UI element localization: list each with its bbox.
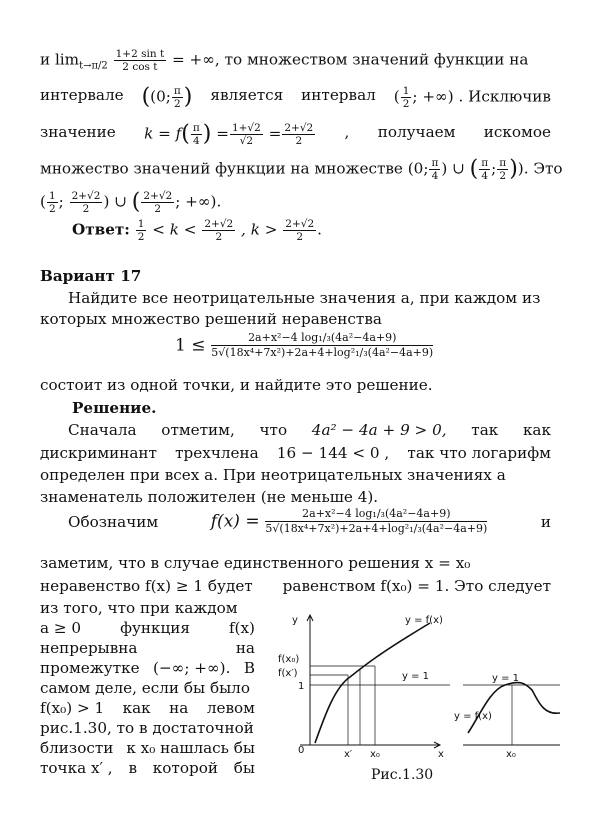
col-line: f(x₀) > 1 как на левом — [40, 699, 255, 717]
label-one: 1 — [298, 681, 305, 692]
solution-line-1: Сначала отметим, что 4a² − 4a + 9 > 0, так как — [68, 421, 551, 439]
label-fx0: f(x₀) — [278, 654, 300, 665]
label-x: x — [438, 749, 444, 760]
label-zero: 0 — [298, 745, 305, 756]
solution-line-7: неравенство f(x) ≥ 1 будет равенством f(x₀) = 1. Это следует — [40, 577, 551, 595]
label-yf: y = f(x) — [405, 615, 443, 626]
label-right-y1: y = 1 — [492, 673, 520, 684]
col-line: точка x′ , в которой бы — [40, 759, 255, 777]
solution-line-4: знаменатель положителен (не меньше 4). — [40, 488, 379, 506]
col-line: рис.1.30, то в достаточной — [40, 719, 254, 737]
answer-line: Ответ: $\frac{1}{2}$ < k < $\frac{2+√2}{2}$ , k > $\frac{2+√2}{2}$ . — [72, 218, 322, 243]
problem-line-1: Найдите все неотрицательные значения a, при каждом из — [68, 289, 541, 307]
label-x0: x₀ — [370, 749, 380, 760]
text-line-4: множество значений функции на множестве (0; $\frac{\pi}{4}$ ) ∪ ( $\frac{\pi}{4}$ ; $\frac{\pi}{2}$ )). Это — [40, 156, 563, 182]
label-right-x0: x₀ — [506, 749, 516, 760]
right-curve — [468, 683, 560, 733]
main-inequality: 1 ≤ $\frac{\text{2a+x²−4 log₁/₃(4a²−4a+9)}}{\text{5√(18x⁴+7x²)+2a+4+log²₁/₃(4a²−4a+9)}}$ — [175, 331, 434, 359]
text-line-5: ( $\frac{1}{2}$ ; $\frac{2+√2}{2}$ ) ∪ ( $\frac{2+√2}{2}$ ; +∞). — [40, 189, 222, 215]
text-line-2: интервале ((0; $\frac{\pi}{2}$ ) является интервал ( $\frac{1}{2}$ ; +∞) . Исключив — [40, 84, 551, 110]
label-y: y — [292, 615, 298, 626]
text-line-3: значение k = f( $\frac{\pi}{4}$ ) = $\frac{1+√2}{√2}$ = $\frac{2+√2}{2}$ , получаем искомое — [40, 121, 551, 147]
function-definition: Обозначим f(x) = $\frac{\text{2a+x²−4 log₁/₃(4a²−4a+9)}}{\text{5√(18x⁴+7x²)+2a+4+log²₁/₃(4a²−4a+9)}}$ и — [68, 507, 551, 535]
label-right-yf: y = f(x) — [454, 711, 492, 722]
col-line: близости к x₀ нашлась бы — [40, 739, 255, 757]
label-fxp: f(x′) — [278, 668, 298, 679]
left-column — [40, 598, 255, 778]
answer-label: Ответ: — [72, 220, 130, 239]
solution-heading: Решение. — [72, 399, 157, 417]
col-line: a ≥ 0 функция f(x) — [40, 619, 255, 637]
solution-line-3: определен при всех a. При неотрицательных значениях a — [40, 466, 506, 484]
text-line-1: и $\lim_{t\to\pi/2}$ $\frac{\text{1+2 sin t}}{\text{2 cos t}}$ = +∞, то множеством значений функции на — [40, 48, 529, 73]
col-line: промежутке (−∞; +∞). В — [40, 659, 255, 677]
col-line: непрерывна на — [40, 639, 255, 657]
figure-1-30 — [270, 605, 560, 785]
label-xp: x′ — [344, 749, 353, 760]
col-line: из того, что при каждом — [40, 599, 238, 617]
variant-heading: Вариант 17 — [40, 267, 142, 285]
solution-line-6: заметим, что в случае единственного решения x = x₀ — [40, 554, 471, 572]
solution-line-2: дискриминант трехчлена 16 − 144 < 0 , так что логарифм — [40, 444, 551, 462]
label-y1: y = 1 — [402, 671, 430, 682]
curve-f — [315, 623, 430, 743]
figure-caption: Рис.1.30 — [371, 767, 434, 783]
col-line: самом деле, если бы было — [40, 679, 250, 697]
problem-line-2: которых множество решений неравенства — [40, 310, 382, 328]
problem-line-3: состоит из одной точки, и найдите это решение. — [40, 376, 433, 394]
